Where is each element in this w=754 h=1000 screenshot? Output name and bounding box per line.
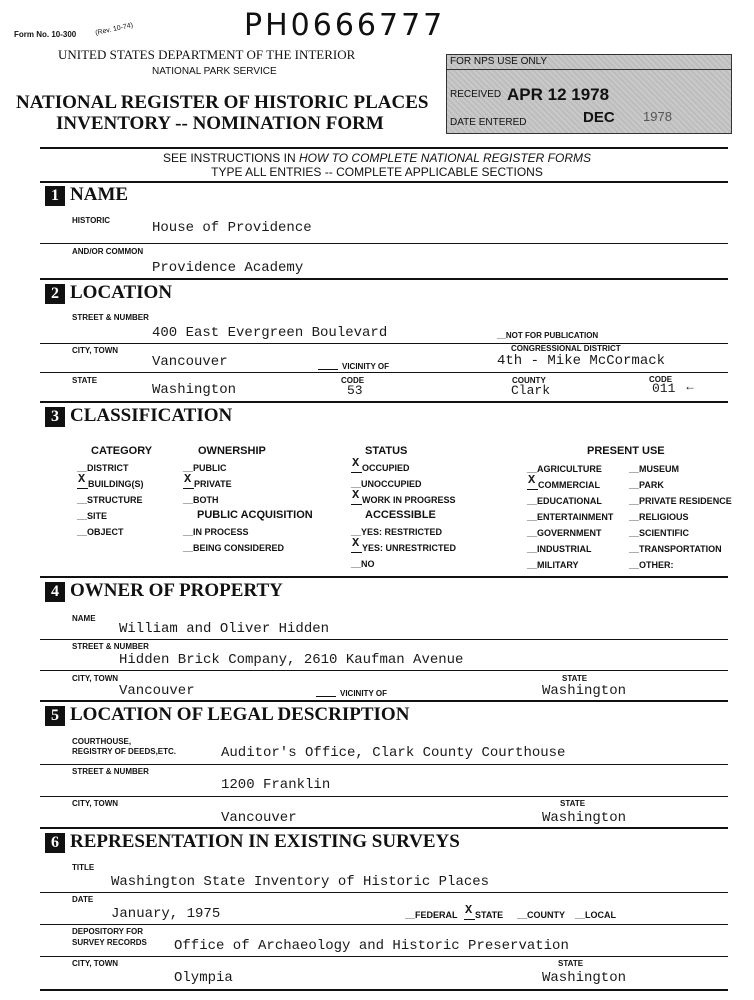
section-4-number: 4 (45, 582, 65, 602)
use-option: __RELIGIOUS (629, 512, 689, 522)
state-option (464, 903, 504, 920)
divider (40, 796, 728, 797)
use-option: __GOVERNMENT (527, 528, 602, 538)
accessible-option (351, 536, 457, 553)
divider (40, 401, 728, 403)
x-mark: X (465, 903, 473, 917)
section-3-title: CLASSIFICATION (70, 405, 233, 426)
depository-value: Office of Archaeology and Historic Preservation (174, 938, 569, 954)
divider (40, 147, 728, 149)
instructions-italic: HOW TO COMPLETE NATIONAL REGISTER FORMS (298, 151, 592, 165)
section-1-title: NAME (70, 184, 129, 205)
owner-state-label: STATE (562, 674, 588, 683)
legal-street-label: STREET & NUMBER (72, 767, 149, 776)
category-head: CATEGORY (91, 445, 153, 457)
received-label: RECEIVED (450, 89, 502, 100)
accessible-label: YES: UNRESTRICTED (362, 543, 457, 553)
x-mark: X (184, 472, 192, 486)
code-label: CODE (341, 376, 365, 385)
divider (40, 278, 728, 280)
divider (40, 372, 728, 373)
x-mark: X (352, 456, 360, 470)
congressional-value: 4th - Mike McCormack (497, 353, 666, 369)
arrow-mark: ← (684, 379, 696, 393)
form-title-line2: INVENTORY -- NOMINATION FORM (56, 113, 384, 134)
street-value: 400 East Evergreen Boulevard (152, 325, 388, 341)
department: UNITED STATES DEPARTMENT OF THE INTERIOR (58, 47, 356, 62)
city-value: Vancouver (152, 354, 228, 370)
form-number: Form No. 10-300 (14, 30, 77, 39)
category-option: __STRUCTURE (77, 495, 143, 505)
survey-title-label: TITLE (72, 863, 95, 872)
vicinity-blank (318, 369, 338, 370)
historic-label: HISTORIC (72, 216, 111, 225)
instructions-prefix: SEE INSTRUCTIONS IN (162, 151, 299, 165)
courthouse-label-2: REGISTRY OF DEEDS,ETC. (72, 747, 177, 756)
category-option: __SITE (77, 511, 108, 521)
accessible-head: ACCESSIBLE (365, 509, 436, 521)
divider (40, 892, 728, 893)
divider (40, 956, 728, 957)
depository-label-2: SURVEY RECORDS (72, 938, 147, 947)
legal-state: Washington (542, 810, 627, 826)
x-mark: X (528, 473, 536, 487)
divider (40, 764, 728, 765)
use-option: __OTHER: (629, 560, 674, 570)
ownership-option (183, 472, 232, 489)
nps-box-title: FOR NPS USE ONLY (450, 56, 548, 67)
handwritten-id: PH0666777 (244, 8, 446, 43)
courthouse-label-1: COURTHOUSE, (72, 737, 132, 746)
survey-state: Washington (542, 970, 627, 986)
section-4-title: OWNER OF PROPERTY (70, 580, 283, 601)
x-mark: X (352, 536, 360, 550)
received-stamp: APR 12 1978 (507, 85, 610, 104)
county-label: COUNTY (512, 376, 546, 385)
use-option: __SCIENTIFIC (629, 528, 690, 538)
owner-name: William and Oliver Hidden (119, 621, 330, 637)
divider (40, 700, 728, 702)
form-revision: (Rev. 10-74) (94, 22, 134, 37)
survey-city-label: CITY, TOWN (72, 959, 119, 968)
accessible-option: __NO (351, 559, 375, 569)
vicinity-label: VICINITY OF (342, 362, 389, 371)
blank-line (351, 552, 362, 553)
divider (40, 924, 728, 925)
owner-name-label: NAME (72, 614, 96, 623)
category-option: __OBJECT (77, 527, 124, 537)
use-option: __MUSEUM (629, 464, 680, 474)
category-option (77, 472, 144, 489)
instructions-line2: TYPE ALL ENTRIES -- COMPLETE APPLICABLE SECTIONS (211, 165, 543, 179)
use-option: __PARK (629, 480, 664, 490)
street-label: STREET & NUMBER (72, 313, 149, 322)
date-entered-label: DATE ENTERED (450, 117, 527, 128)
use-option: __PRIVATE RESIDENCE (629, 496, 732, 506)
use-option: __ENTERTAINMENT (527, 512, 614, 522)
code2-value: 011 (652, 381, 676, 396)
common-name: Providence Academy (152, 260, 304, 276)
survey-date: January, 1975 (111, 906, 221, 922)
state-label: STATE (72, 376, 98, 385)
owner-street-label: STREET & NUMBER (72, 642, 149, 651)
owner-street: Hidden Brick Company, 2610 Kaufman Avenue (119, 652, 464, 668)
state-option-label: STATE (475, 910, 504, 920)
accessible-option: __YES: RESTRICTED (351, 527, 443, 537)
divider (40, 639, 728, 640)
nps-use-box (446, 54, 732, 134)
use-label: COMMERCIAL (538, 480, 600, 490)
section-6-title: REPRESENTATION IN EXISTING SURVEYS (70, 831, 460, 852)
federal-option: __FEDERAL (405, 910, 458, 920)
county-option: __COUNTY (517, 910, 566, 920)
status-option: __UNOCCUPIED (351, 479, 422, 489)
section-3-number: 3 (45, 407, 65, 427)
historic-name: House of Providence (152, 220, 312, 236)
acquisition-option: __IN PROCESS (183, 527, 249, 537)
status-label: OCCUPIED (362, 463, 410, 473)
legal-city: Vancouver (221, 810, 297, 826)
section-2-title: LOCATION (70, 282, 173, 303)
survey-state-label: STATE (558, 959, 584, 968)
section-6-number: 6 (45, 833, 65, 853)
blank-line (183, 488, 194, 489)
legal-state-label: STATE (560, 799, 586, 808)
status-label: WORK IN PROGRESS (362, 495, 456, 505)
legal-street: 1200 Franklin (221, 777, 331, 793)
local-option: __LOCAL (575, 910, 617, 920)
service: NATIONAL PARK SERVICE (152, 66, 277, 77)
section-1-number: 1 (45, 186, 65, 206)
blank-line (527, 489, 538, 490)
form-title-line1: NATIONAL REGISTER OF HISTORIC PLACES (16, 92, 429, 113)
vicinity-blank (316, 696, 336, 697)
survey-title: Washington State Inventory of Historic Places (111, 874, 490, 890)
status-head: STATUS (365, 445, 408, 457)
survey-date-label: DATE (72, 895, 94, 904)
divider (40, 670, 728, 671)
x-mark: X (352, 488, 360, 502)
state-value: Washington (152, 382, 237, 398)
blank-line (351, 472, 362, 473)
divider (40, 827, 728, 829)
survey-city: Olympia (174, 970, 233, 986)
owner-city-label: CITY, TOWN (72, 674, 119, 683)
code2-label: CODE (649, 375, 673, 384)
blank-line (351, 504, 362, 505)
acquisition-option: __BEING CONSIDERED (183, 543, 285, 553)
use-option: __INDUSTRIAL (527, 544, 592, 554)
county-value: Clark (511, 383, 551, 398)
congressional-label: CONGRESSIONAL DISTRICT (511, 344, 621, 353)
divider (40, 989, 728, 991)
ownership-option: __BOTH (183, 495, 219, 505)
status-option (351, 488, 456, 505)
city-label: CITY, TOWN (72, 346, 119, 355)
use-option: __AGRICULTURE (527, 464, 602, 474)
ownership-label: PRIVATE (194, 479, 232, 489)
category-option: __DISTRICT (77, 463, 129, 473)
nps-box-divider (447, 69, 731, 70)
use-option: __EDUCATIONAL (527, 496, 602, 506)
owner-city: Vancouver (119, 683, 195, 699)
instructions-line1 (0, 151, 754, 165)
date-entered-year: 1978 (643, 109, 672, 124)
divider (40, 343, 728, 344)
owner-vicinity-label: VICINITY OF (340, 689, 387, 698)
section-5-number: 5 (45, 706, 65, 726)
courthouse-value: Auditor's Office, Clark County Courthouse (221, 745, 566, 761)
date-entered-stamp: DEC (583, 109, 615, 126)
code-value: 53 (347, 383, 363, 398)
acquisition-head: PUBLIC ACQUISITION (197, 509, 313, 521)
status-option (351, 456, 410, 473)
category-label: BUILDING(S) (88, 479, 144, 489)
depository-label-1: DEPOSITORY FOR (72, 927, 143, 936)
section-5-title: LOCATION OF LEGAL DESCRIPTION (70, 704, 410, 725)
legal-city-label: CITY, TOWN (72, 799, 119, 808)
x-mark: X (78, 472, 86, 486)
use-option (527, 473, 600, 490)
divider (40, 181, 728, 183)
not-for-publication: __NOT FOR PUBLICATION (497, 331, 599, 340)
blank-line (77, 488, 88, 489)
use-option: __TRANSPORTATION (629, 544, 722, 554)
ownership-option: __PUBLIC (183, 463, 227, 473)
owner-state: Washington (542, 683, 627, 699)
section-2-number: 2 (45, 284, 65, 304)
divider (40, 576, 728, 578)
ownership-head: OWNERSHIP (198, 445, 266, 457)
blank-line (464, 919, 475, 920)
present-use-head: PRESENT USE (587, 445, 665, 457)
divider (40, 243, 728, 244)
common-label: AND/OR COMMON (72, 247, 144, 256)
use-option: __MILITARY (527, 560, 579, 570)
